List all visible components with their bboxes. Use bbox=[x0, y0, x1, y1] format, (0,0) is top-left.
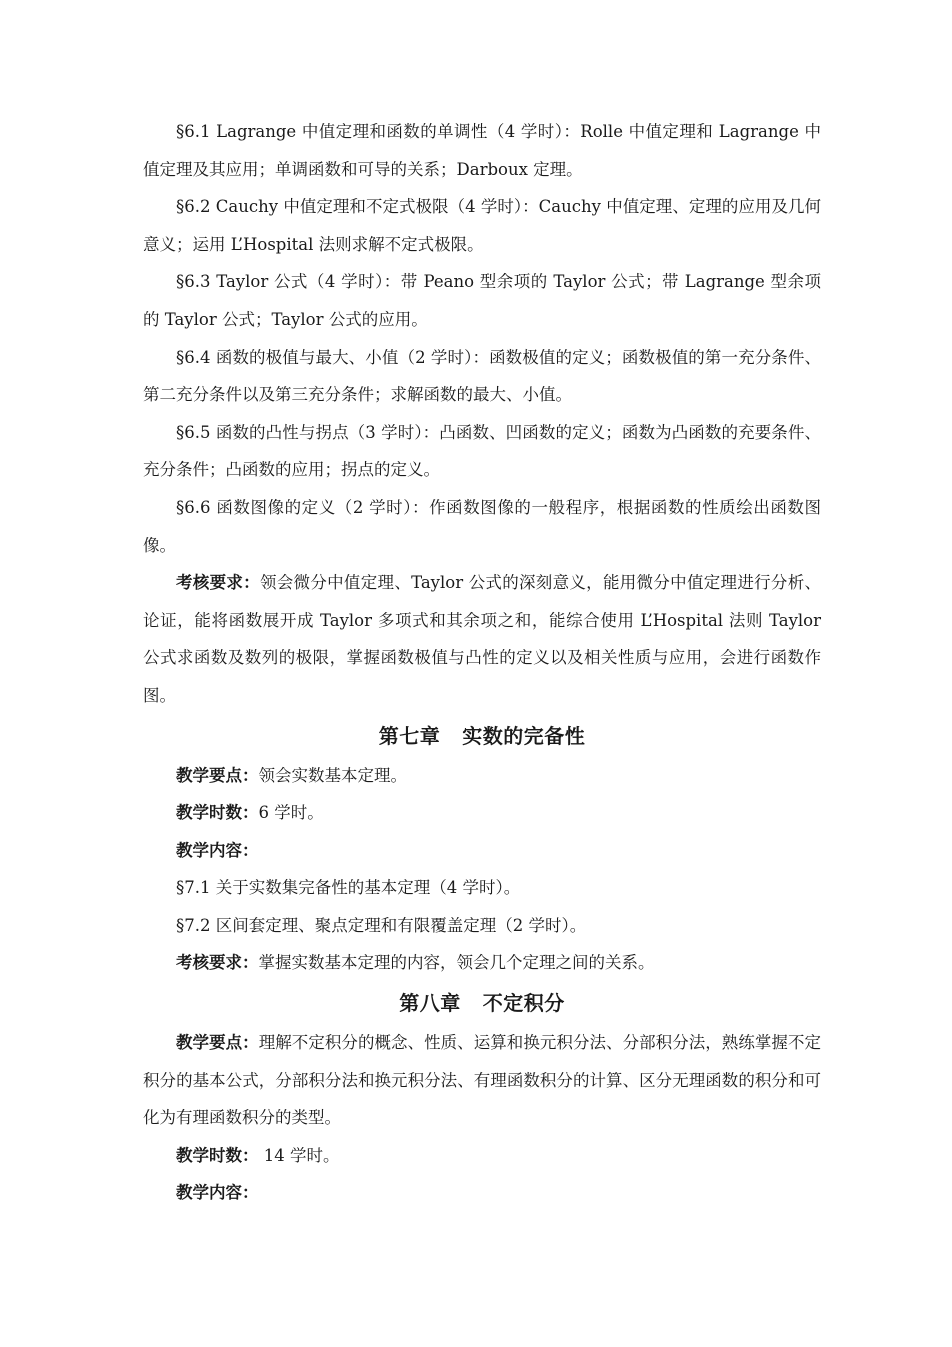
assessment-label: 考核要求： bbox=[176, 573, 260, 593]
section-6-1: §6.1 Lagrange 中值定理和函数的单调性（4 学时）：Rolle 中值定理和 Lagrange 中值定理及其应用；单调函数和可导的关系；Darboux 定理。 bbox=[143, 122, 821, 179]
ch7-key-points: 教学要点：领会实数基本定理。 bbox=[176, 765, 407, 785]
chapter-8-title: 第八章 不定积分 bbox=[399, 991, 565, 1016]
section-7-1: §7.1 关于实数集完备性的基本定理（4 学时）。 bbox=[176, 878, 521, 898]
section-6-4: §6.4 函数的极值与最大、小值（2 学时）：函数极值的定义；函数极值的第一充分条件、第二充分条件以及第三充分条件；求解函数的最大、小值。 bbox=[143, 347, 822, 405]
ch7-assessment: 考核要求：掌握实数基本定理的内容，领会几个定理之间的关系。 bbox=[176, 953, 655, 973]
chapter-7-title: 第七章 实数的完备性 bbox=[378, 723, 586, 748]
ch8-content-label: 教学内容： bbox=[176, 1183, 259, 1203]
ch7-hours: 教学时数：6 学时。 bbox=[176, 803, 324, 823]
section-6-2: §6.2 Cauchy 中值定理和不定式极限（4 学时）：Cauchy 中值定理、定理的应用及几何意义；运用 L’Hospital 法则求解不定式极限。 bbox=[143, 197, 821, 254]
section-6-6: §6.6 函数图像的定义（2 学时）：作函数图像的一般程序，根据函数的性质绘出函数图像。 bbox=[143, 497, 821, 555]
ch8-key-points: 教学要点：理解不定积分的概念、性质、运算和换元积分法、分部积分法，熟练掌握不定积分的基本公式，分部积分法和换元积分法、有理函数积分的计算、区分无理函数的积分和可化为有理函数积分的类型。 bbox=[143, 1033, 822, 1128]
section-6-3: §6.3 Taylor 公式（4 学时）：带 Peano 型余项的 Taylor 公式；带 Lagrange 型余项的 Taylor 公式；Taylor 公式的应用。 bbox=[143, 272, 821, 329]
ch6-assessment: 考核要求：领会微分中值定理、Taylor 公式的深刻意义，能用微分中值定理进行分析、论证，能将函数展开成 Taylor 多项式和其余项之和，能综合使用 L’Hospital 法则 Taylor 公式求函数及数列的极限，掌握函数极值与凸性的定义以及相关性质与应用，会进行函数作图。 bbox=[143, 573, 821, 705]
page-content bbox=[143, 113, 821, 1212]
ch8-hours: 教学时数： 14 学时。 bbox=[176, 1145, 340, 1165]
ch7-content-label: 教学内容： bbox=[176, 840, 259, 860]
section-7-2: §7.2 区间套定理、聚点定理和有限覆盖定理（2 学时）。 bbox=[176, 915, 587, 935]
section-6-5: §6.5 函数的凸性与拐点（3 学时）：凸函数、凹函数的定义；函数为凸函数的充要条件、充分条件；凸函数的应用；拐点的定义。 bbox=[143, 422, 822, 480]
